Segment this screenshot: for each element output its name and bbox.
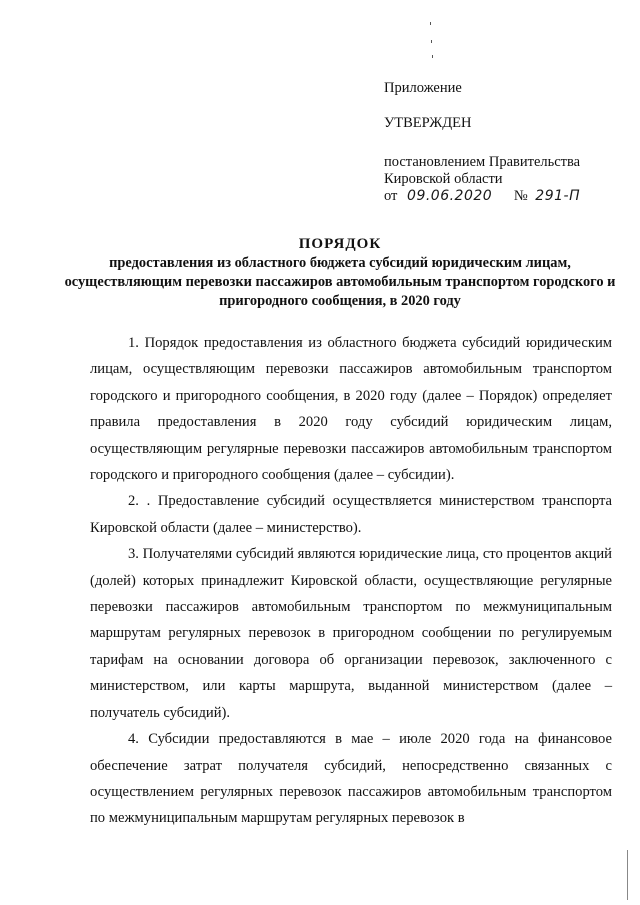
approval-region: Кировской области [384,171,503,187]
date-prefix: от [384,188,398,204]
scan-artifact-top [430,22,431,25]
handwritten-date: 09.06.2020 [407,188,493,204]
document-title [60,234,620,311]
paragraph-1: 1. Порядок предоставления из областного бюджета субсидий юридическим лицам, осуществляющим перевозки пассажиров автомобильным транспортом городского и пригородного сообщения, в 2020 году (далее – Порядок) определяет правила предоставления в 2020 году субсидий юридическим лицам, осуществляющим регулярные перевозки пассажиров автомобильным транспортом городского и пригородного сообщения (далее – субсидии). [90,335,612,484]
scan-artifact-top-2 [431,40,432,43]
title-main: ПОРЯДОК [298,236,382,252]
paragraph-4: 4. Субсидии предоставляются в мае – июле 2020 года на финансовое обеспечение затрат получателя субсидий, непосредственно связанных с осуществлением регулярных перевозок пассажиров автомобильным транспортом по межмуниципальным маршрутам регулярных перевозок в [90,731,612,827]
approval-block [384,80,624,205]
approval-date-line [384,188,624,205]
number-prefix: № [513,188,528,204]
approval-approved: УТВЕРЖДЕН [384,115,472,131]
scan-artifact-right [627,850,628,900]
title-subtitle: предоставления из областного бюджета субсидий юридическим лицам, осуществляющим перевозки пассажиров автомобильным транспортом городского и пригородного сообщения, в 2020 году [64,255,616,309]
document-body [90,330,612,832]
handwritten-number: 291-П [535,188,581,204]
scan-artifact-top-3 [432,55,433,58]
approval-appendix: Приложение [384,80,462,96]
paragraph-2: 2. . Предоставление субсидий осуществляется министерством транспорта Кировской области (далее – министерство). [90,493,612,536]
paragraph-3: 3. Получателями субсидий являются юридические лица, сто процентов акций (долей) которых принадлежит Кировской области, осуществляющие регулярные перевозки пассажиров автомобильным транспортом по межмуниципальным маршрутам регулярных перевозок в пригородном сообщении по регулируемым тарифам на основании договора об организации перевозок, заключенного с министерством, или карты маршрута, выданной министерством (далее – получатель субсидий). [90,546,612,721]
approval-issuer: постановлением Правительства [384,154,581,170]
